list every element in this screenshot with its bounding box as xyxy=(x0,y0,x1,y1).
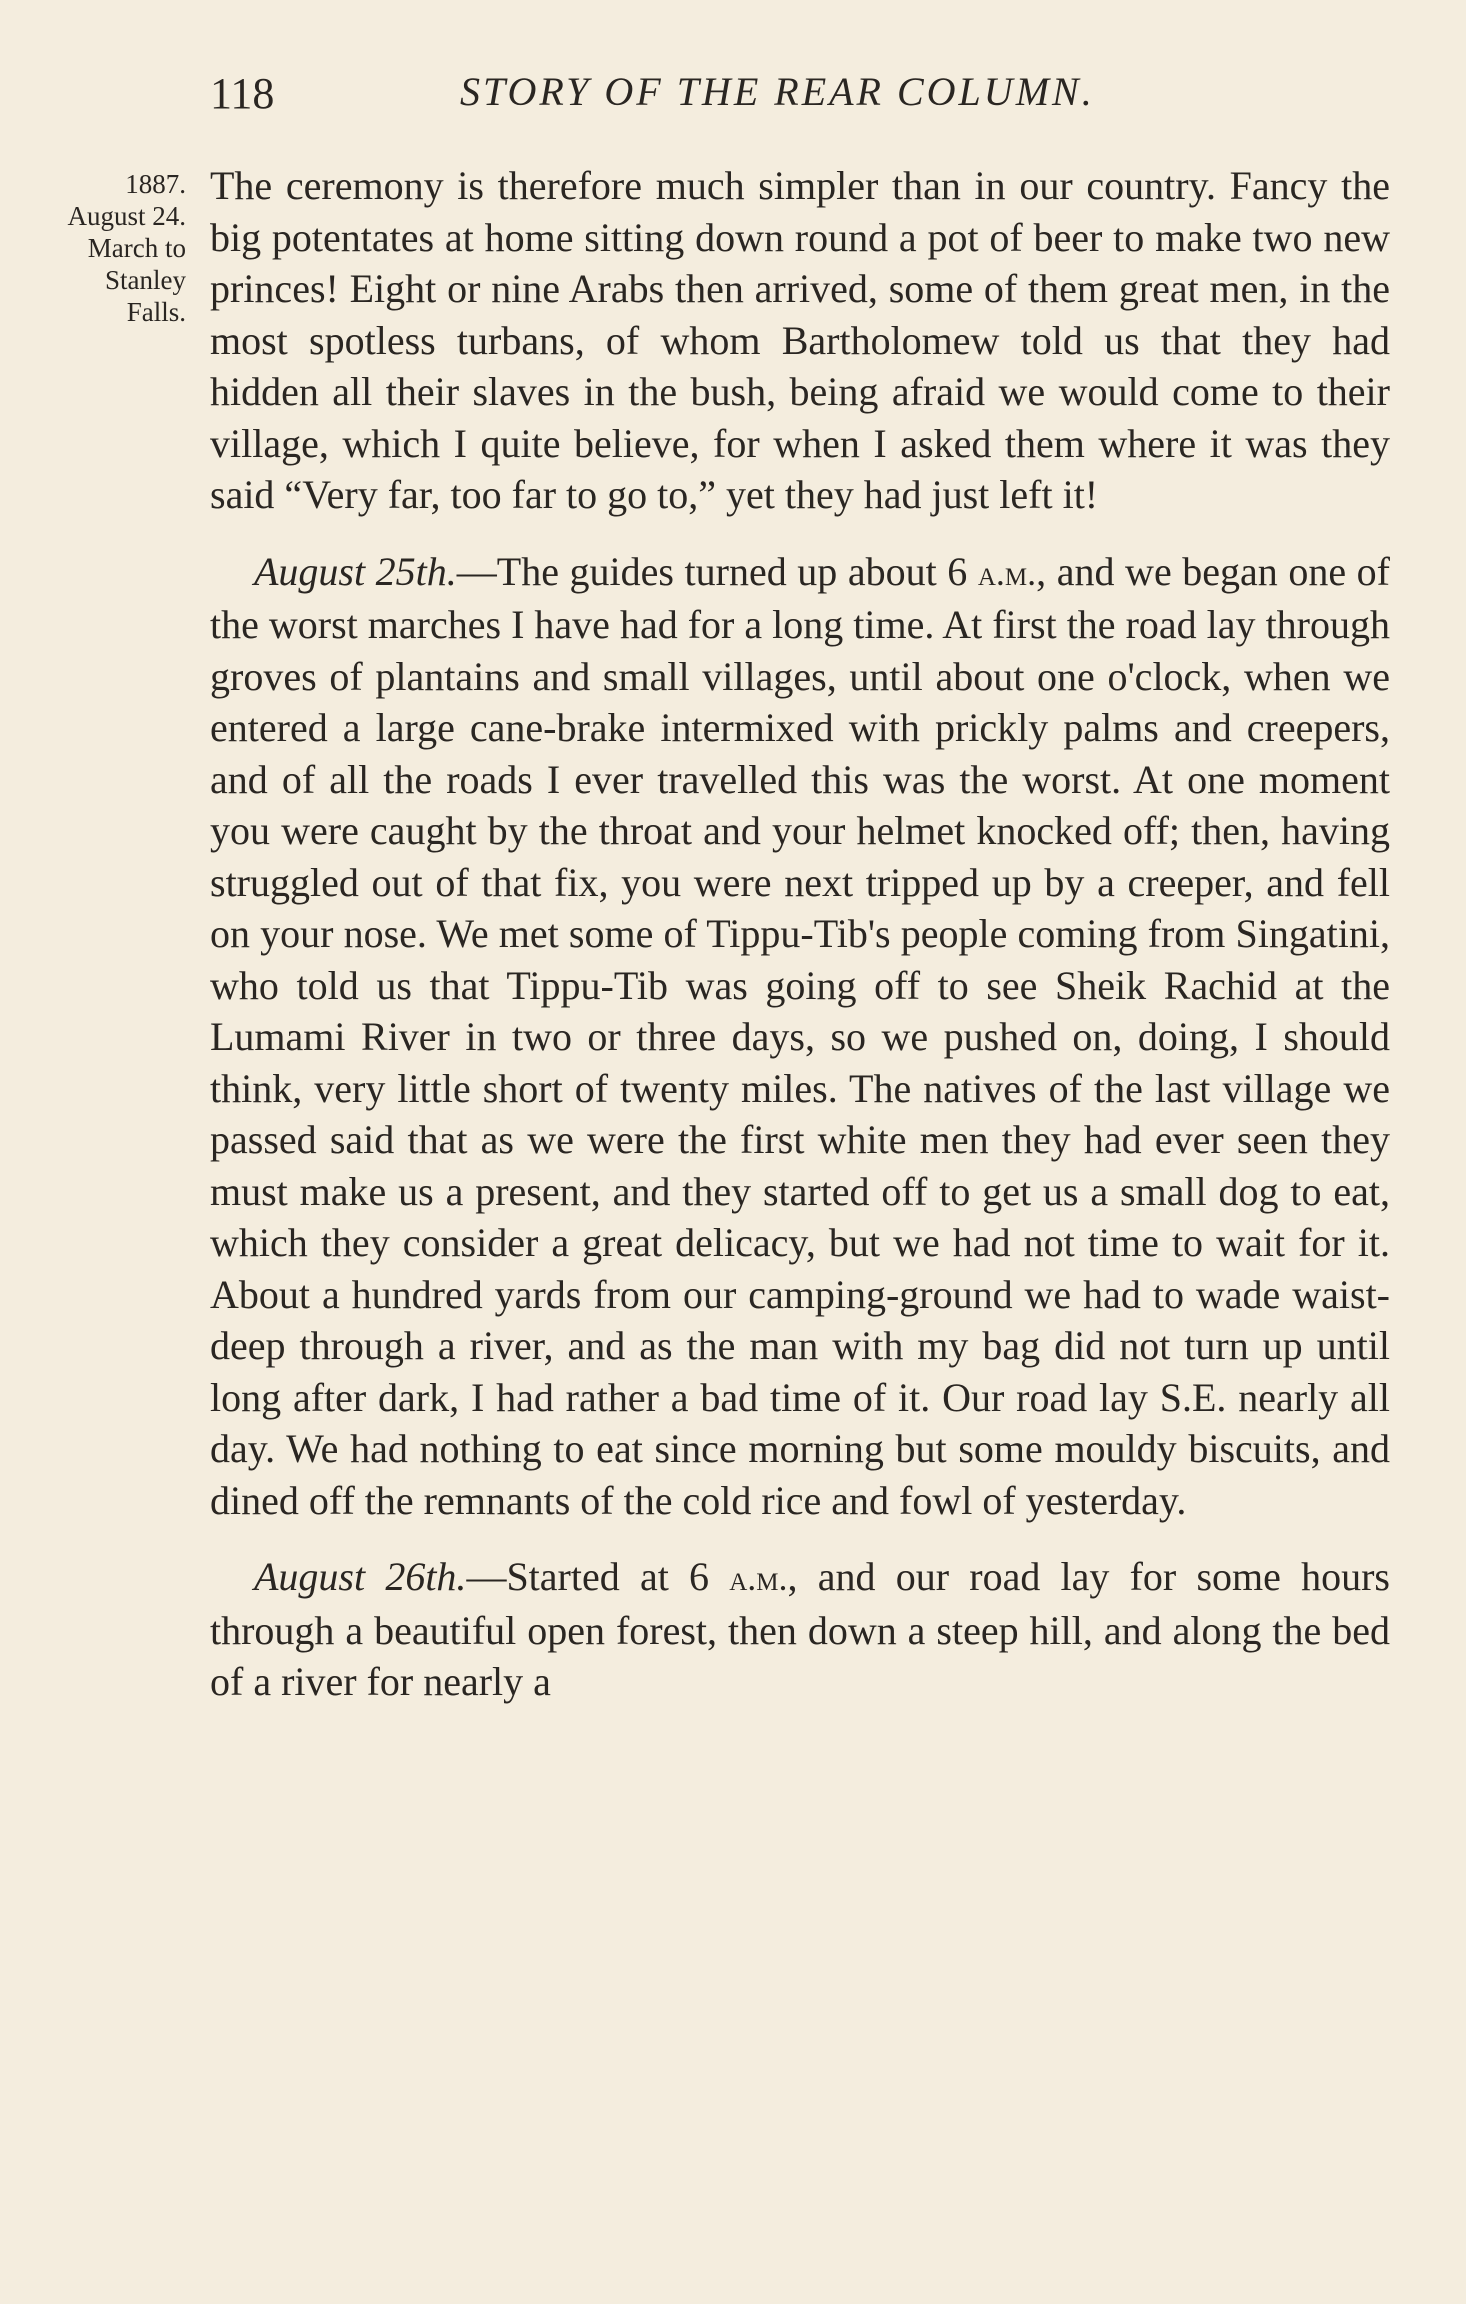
body-text xyxy=(210,160,1390,1708)
entry-date: August 26th. xyxy=(254,1554,467,1599)
entry-date: August 25th. xyxy=(254,548,457,594)
margin-note-line: March to xyxy=(87,233,186,263)
margin-note-date: August 24. xyxy=(67,201,186,231)
page-number: 118 xyxy=(210,69,275,118)
paragraph-2-lead: —The guides turned up about 6 xyxy=(456,548,978,594)
paragraph-2-text: , and we began one of the worst marches I have had for a long time. At first the road lay through groves of plantains and small villages, until about one o'clock, when we entered a large cane-brake intermixed with prickly palms and creepers, and of all the roads I ever travelled this was the worst. At one moment you were caught by the throat and your helmet knocked off; then, having struggled out of that fix, you were next tripped up by a creeper, and fell on your nose. We met some of Tippu-Tib's people coming from Singatini, who told us that Tippu-Tib was going off to see Sheik Rachid at the Lumami River in two or three days, so we pushed on, doing, I should think, very little short of twenty miles. The natives of the last village we passed said that as we were the first white men they had ever seen they must make us a present, and they started off to get us a small dog to eat, which they consider a great delicacy, but we had not time to wait for it. About a hundred yards from our camping-ground we had to wade waist-deep through a river, and as the man with my bag did not turn up until long after dark, I had rather a bad time of it. Our road lay S.E. nearly all day. We had nothing to eat since morning but some mouldy biscuits, and dined off the remnants of the cold rice and fowl of yesterday. xyxy=(210,548,1390,1523)
running-title: STORY OF THE REAR COLUMN. xyxy=(460,69,1095,114)
margin-note-year: 1887. xyxy=(125,169,186,199)
margin-note-line: Falls. xyxy=(126,297,186,327)
time-am: a.m. xyxy=(977,552,1037,593)
paragraph-1: The ceremony is therefore much simpler than in our country. Fancy the big potentates at home sitting down round a pot of beer to make two new princes! Eight or nine Arabs then arrived, some of them great men, in the most spotless turbans, of whom Bartholomew told us that they had hidden all their slaves in the bush, being afraid we would come to their village, which I quite believe, for when I asked them where it was they said “Very far, too far to go to,” yet they had just left it! xyxy=(210,163,1390,517)
paragraph-3-lead: —Started at 6 xyxy=(466,1554,730,1599)
margin-note xyxy=(16,168,186,328)
paragraph-3-text: , and our road lay for some hours through a beautiful open forest, then down a steep hill, and along the bed of a river for nearly a xyxy=(210,1554,1390,1704)
paragraph-3 xyxy=(210,1551,1390,1708)
margin-note-line: Stanley xyxy=(105,265,186,295)
page-header xyxy=(210,68,1390,128)
time-am: a.m. xyxy=(729,1558,788,1598)
paragraph-2 xyxy=(210,546,1390,1527)
